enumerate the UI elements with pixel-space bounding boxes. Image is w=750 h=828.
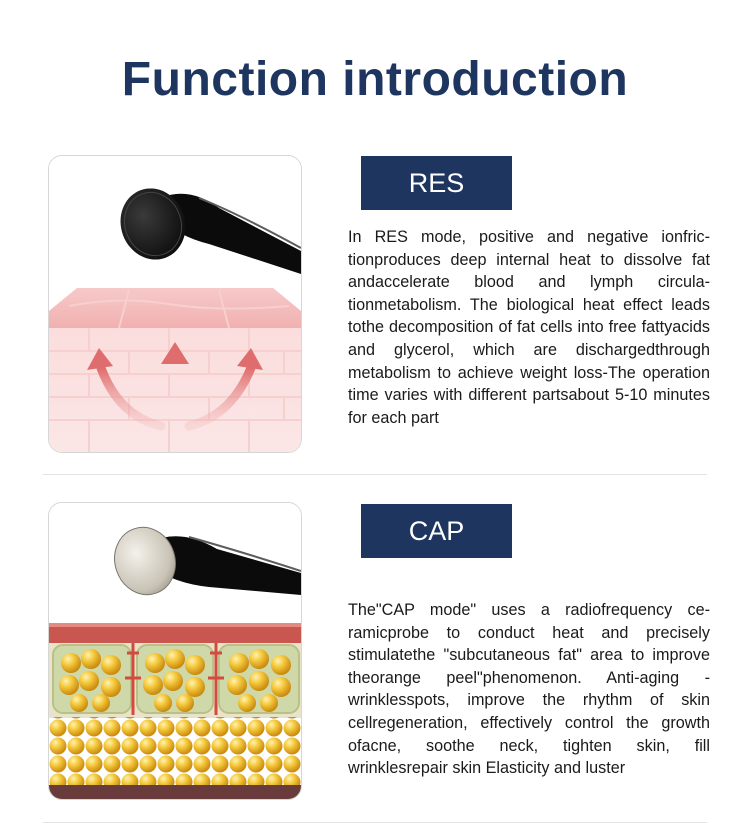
res-illustration-card xyxy=(48,155,302,453)
res-description: In RES mode, positive and negative ionfrictionproduces deep internal heat to dissolve fat andaccelerate blood and lymph circulationmetabolism. The biological heat effect leads tothe decomposition of fat cells into free fattyacids and glycerol, which are dischargedthrough metabolism to achieve weight loss-The operation time varies with different partsabout 5-10 minutes for each part xyxy=(348,228,710,427)
rf-handpiece-skin-heat-icon xyxy=(49,156,301,452)
page-title: Function introduction xyxy=(121,53,629,106)
section-divider xyxy=(43,474,707,475)
rf-handpiece-fat-cells-icon xyxy=(49,503,301,799)
section-divider-bottom xyxy=(43,822,707,823)
cap-illustration-card xyxy=(48,502,302,800)
cap-description: The"CAP mode" uses a radiofrequency ceramicprobe to conduct heat and precisely stimulatethe "subcutaneous fat" area to improve theorange peel"phenomenon. Anti-aging - wrinklesspots, improve the rhythm of skin cellregeneration, effectively control the growth ofacne, soothe neck, tighten skin, fill wrinklesrepair skin Elasticity and luster xyxy=(348,601,710,778)
cap-mode-badge: CAP xyxy=(361,504,512,558)
res-mode-badge: RES xyxy=(361,156,512,210)
